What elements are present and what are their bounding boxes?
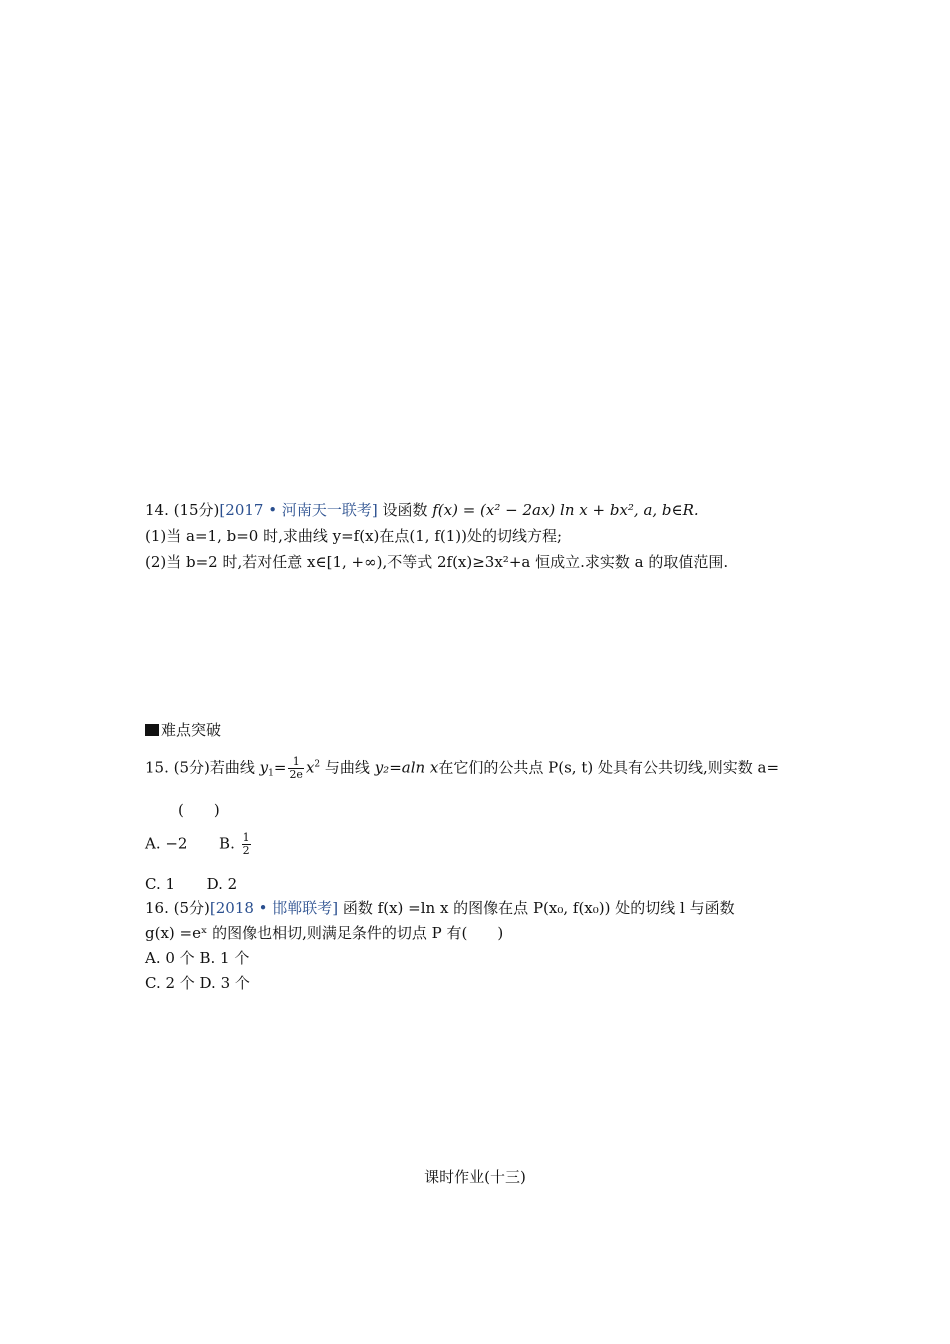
- q15-curve1-lhs: y: [259, 758, 269, 777]
- q16-stem-line1: [145, 898, 735, 918]
- q15-fraction: [288, 756, 304, 781]
- q15-stem-mid: 与曲线: [320, 758, 375, 777]
- section-header: [145, 720, 221, 740]
- q14-function: f(x) = (x² − 2ax) ln x + bx², a, b∈R.: [432, 501, 699, 519]
- q15-option-c: C. 1: [145, 875, 176, 893]
- q16-source: [2018 • 邯郸联考]: [209, 899, 339, 917]
- q15-stem: 15. (5分)若曲线 $y_1=$ $\frac{1}{2e}$ $x^2$ 与曲线 y₂=aln x在它们的公共点 P(s, t) 处具有公共切线,则实数 a=: [145, 755, 780, 781]
- q15-option-d: D. 2: [206, 875, 238, 893]
- q16-number: 16. (5分): [145, 899, 210, 917]
- footer-title: 课时作业(十三): [424, 1168, 526, 1186]
- section-title: 难点突破: [161, 721, 222, 739]
- q15-number: 15. (5分)若曲线: [145, 758, 260, 777]
- q15-curve2: y₂=aln x: [374, 758, 439, 777]
- q14-stem-text: 设函数: [377, 501, 433, 519]
- section-square-icon: [145, 724, 159, 736]
- q16-options-cd: C. 2 个 D. 3 个: [145, 974, 250, 992]
- q15-options-ab: [145, 832, 253, 857]
- q14-part2: (2)当 b=2 时,若对任意 x∈[1, +∞),不等式 2f(x)≥3x²+a 恒成立.求实数 a 的取值范围.: [145, 553, 729, 571]
- q15-option-a: A. −2: [145, 834, 188, 853]
- q16-stem-line2: g(x) =eˣ 的图像也相切,则满足条件的切点 P 有( ): [145, 924, 504, 942]
- q15-option-b-den: 2: [242, 844, 250, 857]
- q15-options-cd: [145, 874, 237, 894]
- q15-curve1-sub: 1: [268, 768, 274, 779]
- q15-stem-tail: 在它们的公共点 P(s, t) 处具有公共切线,则实数 a=: [438, 758, 780, 777]
- q14-part1: (1)当 a=1, b=0 时,求曲线 y=f(x)在点(1, f(1))处的切线方程;: [145, 527, 563, 545]
- q15-frac-den: 2e: [289, 768, 303, 781]
- q15-option-b-num: 1: [242, 831, 250, 844]
- q15-option-b-fraction: [242, 832, 251, 857]
- q16-options-ab: A. 0 个 B. 1 个: [145, 949, 250, 967]
- q14-stem: [145, 500, 699, 520]
- q14-number: 14. (15分): [145, 501, 220, 519]
- q15-blank: ( ): [178, 801, 220, 819]
- q15-frac-num: 1: [288, 756, 304, 769]
- q15-option-b-label: B.: [219, 834, 240, 853]
- q16-line1: 函数 f(x) =ln x 的图像在点 P(x₀, f(x₀)) 处的切线 l 与函数: [338, 899, 735, 917]
- q14-source: [2017 • 河南天一联考]: [219, 501, 378, 519]
